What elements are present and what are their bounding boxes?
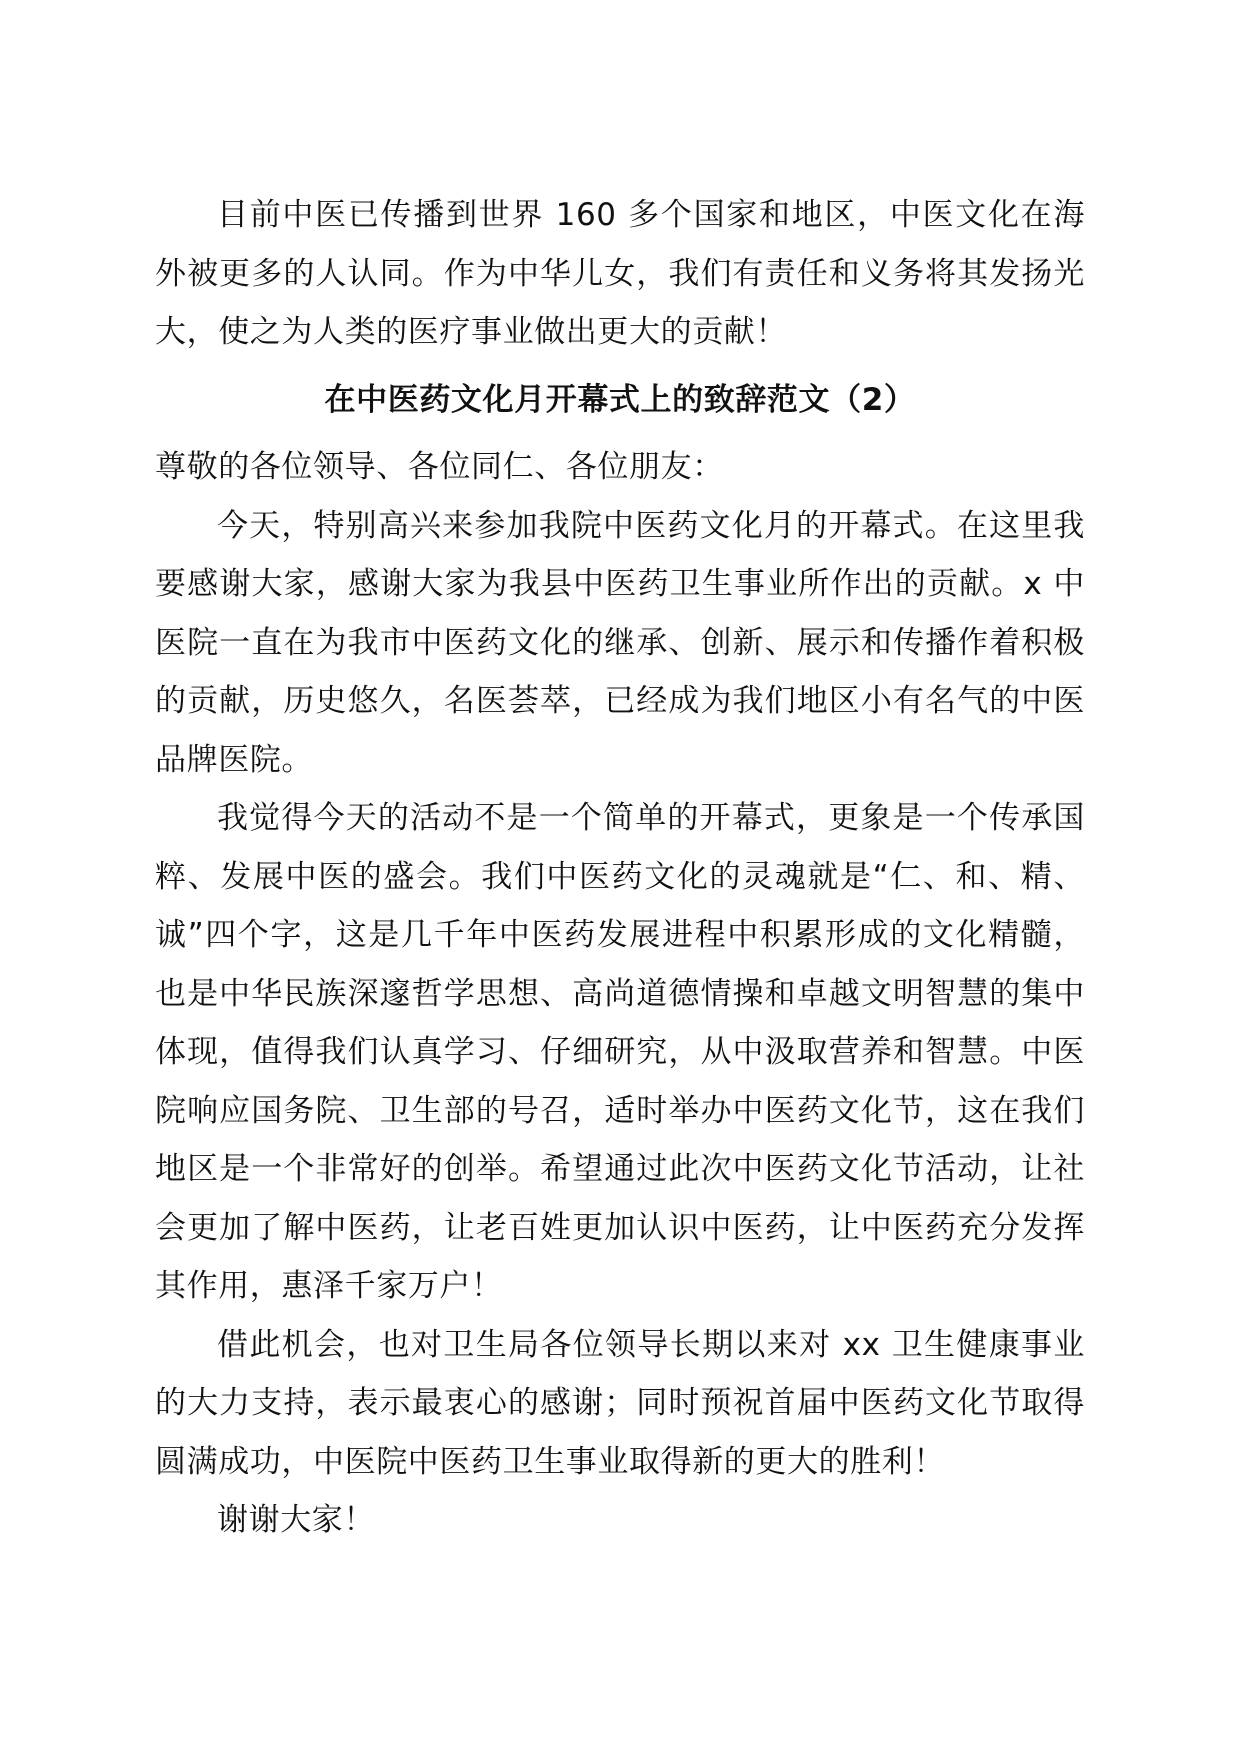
body-paragraph-2: 我觉得今天的活动不是一个简单的开幕式，更象是一个传承国粹、发展中医的盛会。我们中医药文化的灵魂就是“仁、和、精、诚”四个字，这是几千年中医药发展进程中积累形成的文化精髓，也是中华民族深邃哲学思想、高尚道德情操和卓越文明智慧的集中体现，值得我们认真学习、仔细研究，从中汲取营养和智慧。中医院响应国务院、卫生部的号召，适时举办中医药文化节，这在我们地区是一个非常好的创举。希望通过此次中医药文化节活动，让社会更加了解中医药，让老百姓更加认识中医药，让中医药充分发挥其作用，惠泽千家万户！ — [155, 800, 1085, 1304]
speech-title: 在中医药文化月开幕式上的致辞范文（2） — [324, 381, 916, 418]
body-paragraph-1: 今天，特别高兴来参加我院中医药文化月的开幕式。在这里我要感谢大家，感谢大家为我县中医药卫生事业所作出的贡献。x 中医院一直在为我市中医药文化的继承、创新、展示和传播作着积极的贡献，历史悠久，名医荟萃，已经成为我们地区小有名气的中医品牌医院。 — [155, 507, 1085, 778]
document-body — [155, 186, 1085, 1550]
body-paragraph-3: 借此机会，也对卫生局各位领导长期以来对 xx 卫生健康事业的大力支持，表示最衷心的感谢；同时预祝首届中医药文化节取得圆满成功，中医院中医药卫生事业取得新的更大的胜利！ — [155, 1326, 1085, 1480]
closing-thanks: 谢谢大家！ — [217, 1502, 375, 1538]
intro-paragraph: 目前中医已传播到世界 160 多个国家和地区，中医文化在海外被更多的人认同。作为中华儿女，我们有责任和义务将其发扬光大，使之为人类的医疗事业做出更大的贡献！ — [155, 197, 1085, 350]
salutation: 尊敬的各位领导、各位同仁、各位朋友： — [155, 449, 724, 485]
